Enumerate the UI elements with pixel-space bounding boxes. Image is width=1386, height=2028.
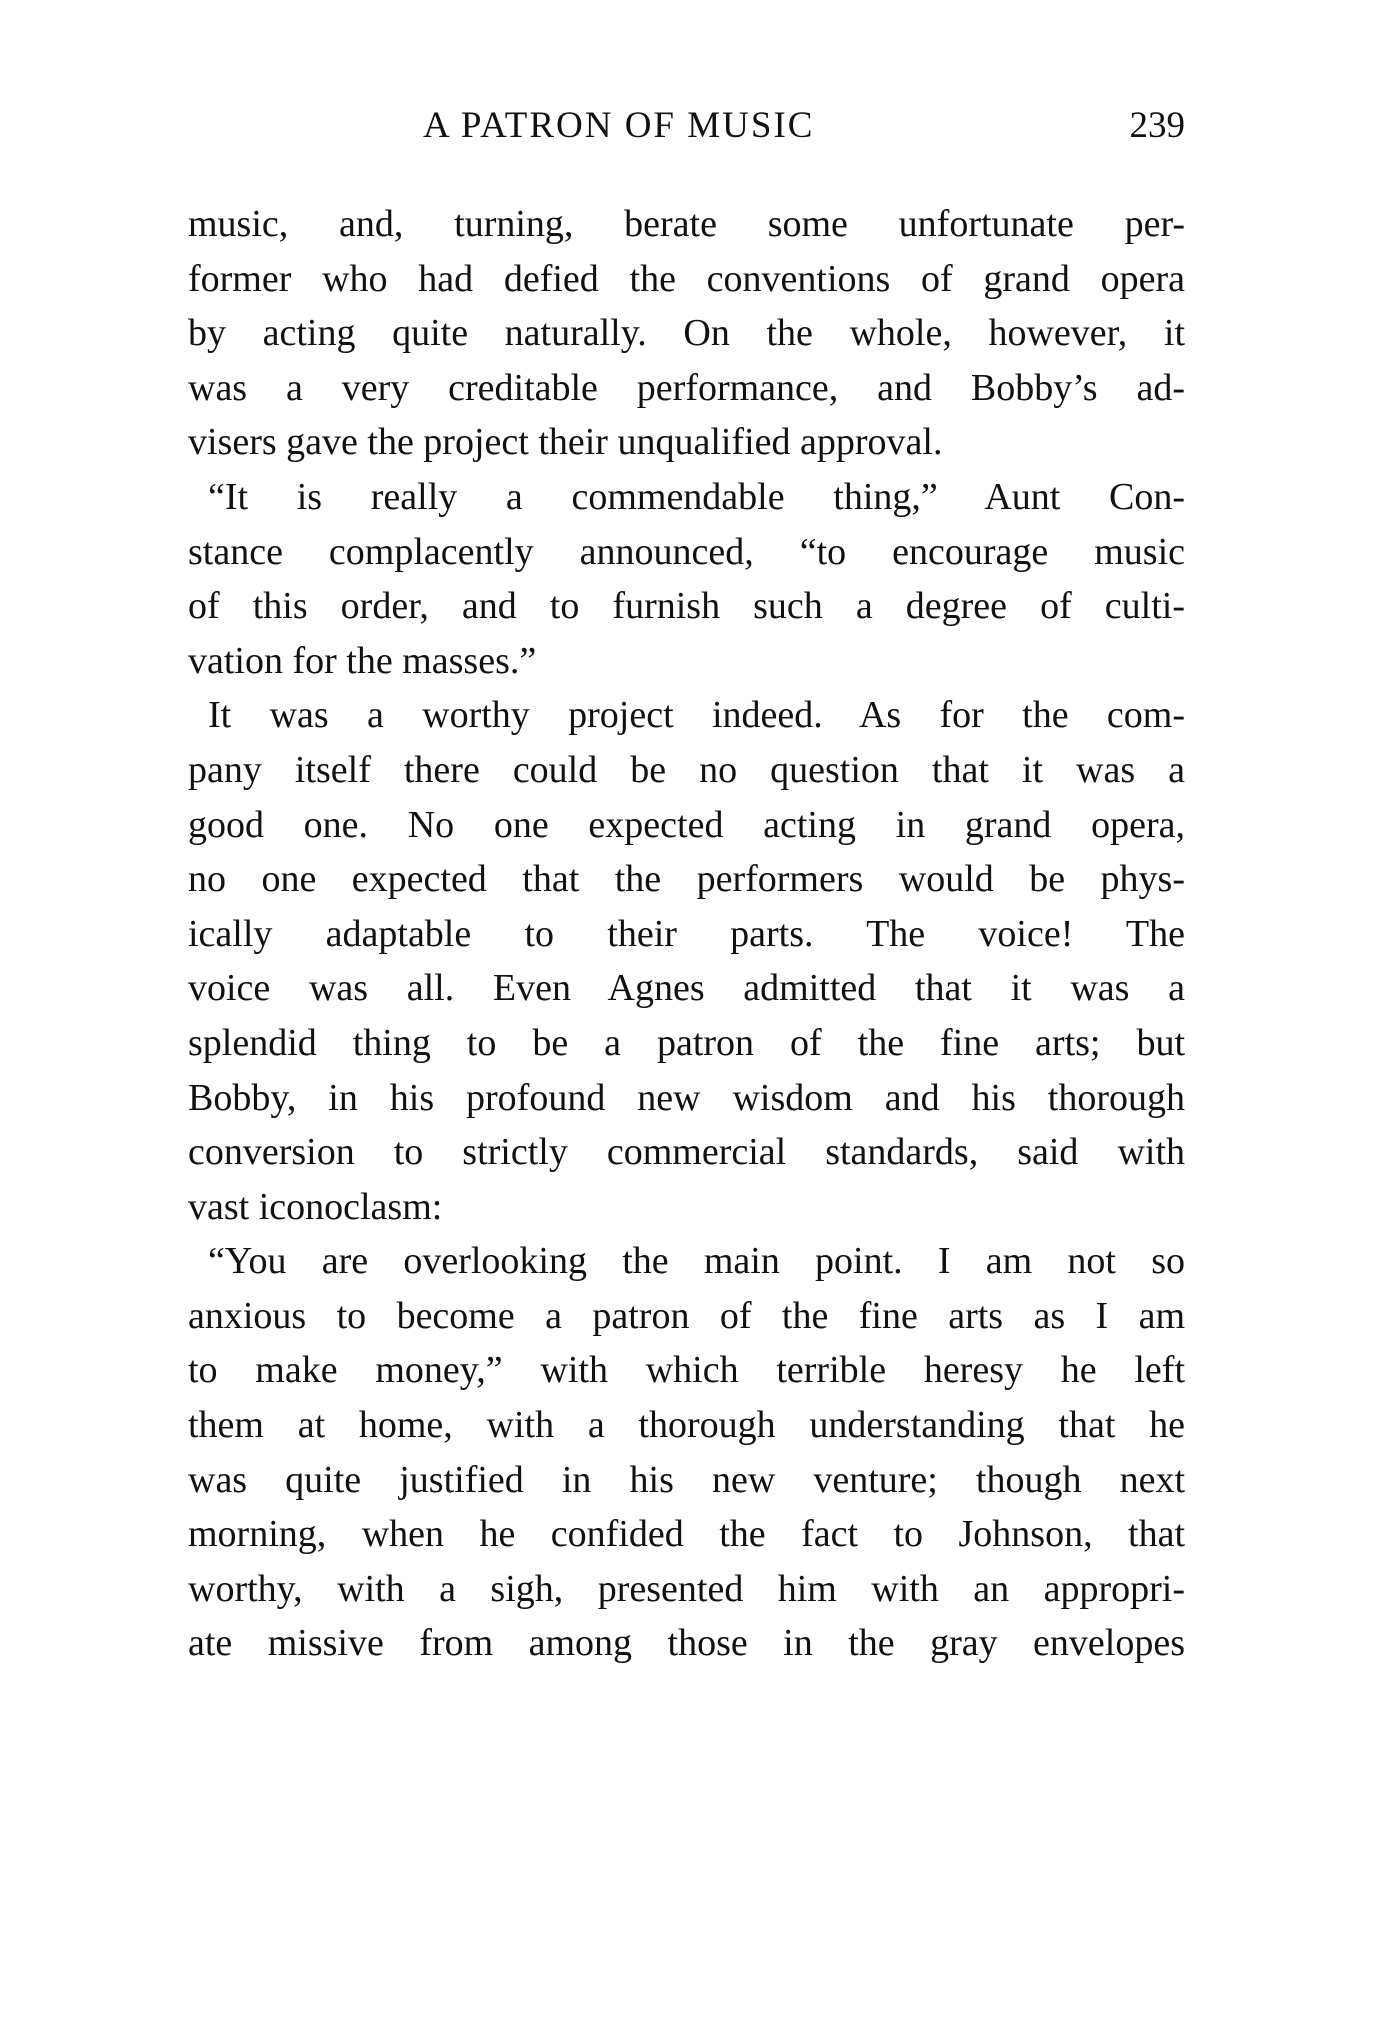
body-text [188,201,1185,1675]
text-line: by acting quite naturally. On the whole, however, it [188,312,1185,355]
text-line: voice was all. Even Agnes admitted that it was a [188,967,1185,1010]
running-header [188,104,1185,154]
text-line: vast iconoclasm: [188,1185,443,1228]
text-line: good one. No one expected acting in grand opera, [188,803,1185,846]
text-line: to make money,” with which terrible heresy he left [188,1349,1185,1392]
text-line: them at home, with a thorough understanding that he [188,1404,1185,1447]
text-line: conversion to strictly commercial standards, said with [188,1131,1185,1174]
page-number: 239 [1129,105,1185,146]
text-line: no one expected that the performers would be phys- [188,858,1185,901]
text-line: ate missive from among those in the gray envelopes [188,1622,1185,1665]
text-line: splendid thing to be a patron of the fine arts; but [188,1021,1185,1064]
running-title: A PATRON OF MUSIC [423,105,815,146]
text-line: morning, when he confided the fact to Johnson, that [188,1513,1185,1556]
text-line: vation for the masses.” [188,639,537,682]
text-line: music, and, turning, berate some unfortunate per- [188,203,1185,245]
text-line: ically adaptable to their parts. The voice! The [188,912,1185,955]
text-line: was a very creditable performance, and Bobby’s ad- [188,366,1185,409]
text-line: worthy, with a sigh, presented him with an appropri- [188,1567,1185,1610]
text-line: of this order, and to furnish such a degree of culti- [188,585,1185,628]
text-line: was quite justified in his new venture; though next [188,1458,1185,1501]
text-line: visers gave the project their unqualified approval. [188,421,943,464]
text-line: “It is really a commendable thing,” Aunt Con- [208,475,1185,518]
text-line: It was a worthy project indeed. As for the com- [208,694,1185,737]
text-line: stance complacently announced, “to encourage music [188,530,1185,573]
text-line: pany itself there could be no question that it was a [188,748,1185,791]
text-line: former who had defied the conventions of grand opera [188,257,1185,300]
text-line: Bobby, in his profound new wisdom and his thorough [188,1076,1185,1119]
text-line: anxious to become a patron of the fine arts as I am [188,1294,1185,1337]
text-line: “You are overlooking the main point. I am not so [208,1240,1185,1283]
